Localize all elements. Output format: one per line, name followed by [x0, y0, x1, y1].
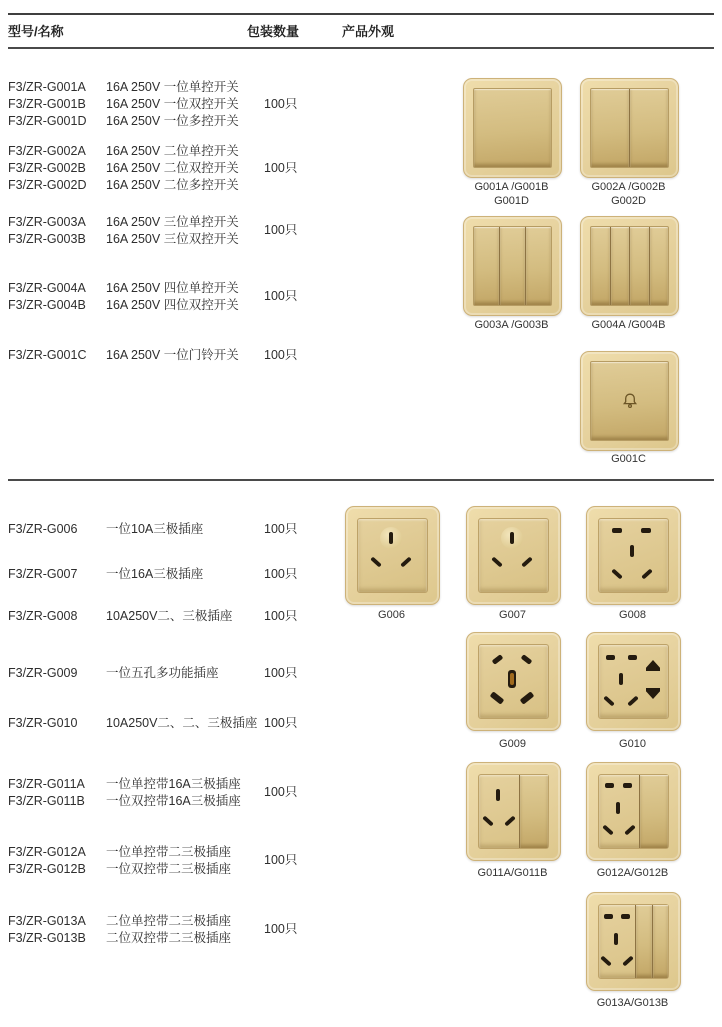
rocker	[636, 905, 652, 978]
caption-line: G009	[499, 738, 526, 750]
model-code: F3/ZR-G010	[8, 716, 78, 730]
multi-slot-icon	[492, 654, 504, 665]
live-slot-icon	[602, 824, 614, 835]
rocker	[474, 89, 551, 167]
model-desc: 一位单控带16A三极插座	[106, 777, 241, 791]
caption-line: G001C	[611, 453, 646, 465]
pack-qty: 100只	[264, 97, 298, 111]
switch-face	[473, 88, 552, 168]
model-desc: 一位五孔多功能插座	[106, 666, 219, 680]
caption-line: G010	[619, 738, 646, 750]
model-desc: 16A 250V 一位多控开关	[106, 114, 239, 128]
model-code: F3/ZR-G001B	[8, 97, 86, 111]
rocker	[640, 775, 668, 848]
photo-caption	[456, 608, 569, 622]
top-rule-divider	[8, 13, 714, 15]
flat-slot-icon	[621, 914, 630, 919]
neutral-slot-icon	[627, 695, 639, 706]
product-photo-g002	[580, 78, 679, 178]
live-slot-icon	[600, 955, 612, 966]
pack-qty: 100只	[264, 567, 298, 581]
model-desc: 16A 250V 四位单控开关	[106, 281, 239, 295]
switch-strip	[635, 905, 668, 978]
model-desc: 16A 250V 二位单控开关	[106, 144, 239, 158]
rocker	[520, 775, 548, 848]
shuttered-hole-icon	[646, 688, 660, 699]
neutral-slot-icon	[624, 824, 636, 835]
switch-face	[590, 88, 669, 168]
pack-qty: 100只	[264, 161, 298, 175]
model-desc: 16A 250V 二位双控开关	[106, 161, 239, 175]
product-photo-g004	[580, 216, 679, 316]
model-code: F3/ZR-G012B	[8, 862, 86, 876]
shuttered-hole-icon	[646, 660, 660, 671]
bell-icon	[620, 391, 640, 411]
pack-qty: 100只	[264, 785, 298, 799]
photo-caption	[570, 452, 687, 466]
model-desc: 二位单控带二三极插座	[106, 914, 232, 928]
neutral-slot-icon	[400, 556, 412, 567]
model-code: F3/ZR-G013B	[8, 931, 86, 945]
caption-line: G001D	[494, 195, 529, 207]
model-code: F3/ZR-G007	[8, 567, 78, 581]
rocker	[591, 227, 610, 305]
caption-line: G006	[378, 609, 405, 621]
column-header-model: 型号/名称	[8, 24, 64, 39]
live-slot-icon	[491, 556, 503, 567]
pack-qty: 100只	[264, 666, 298, 680]
header-rule-divider	[8, 47, 714, 49]
photo-caption	[335, 608, 448, 622]
caption-line: G008	[619, 609, 646, 621]
model-code: F3/ZR-G013A	[8, 914, 86, 928]
model-desc: 一位10A三极插座	[106, 522, 204, 536]
pack-qty: 100只	[264, 853, 298, 867]
model-desc: 16A 250V 三位双控开关	[106, 232, 239, 246]
photo-caption	[576, 737, 689, 751]
neutral-slot-icon	[521, 556, 533, 567]
pack-qty: 100只	[264, 223, 298, 237]
rocker	[591, 89, 629, 167]
photo-caption	[453, 180, 570, 208]
model-desc: 16A 250V 三位单控开关	[106, 215, 239, 229]
model-desc: 16A 250V 四位双控开关	[106, 298, 239, 312]
switch-face	[473, 226, 552, 306]
pack-qty: 100只	[264, 348, 298, 362]
column-header-qty: 包装数量	[247, 24, 300, 39]
socket-face	[598, 518, 669, 593]
section-rule-divider	[8, 479, 714, 481]
earth-slot-icon	[389, 532, 393, 544]
model-code: F3/ZR-G001A	[8, 80, 86, 94]
model-code: F3/ZR-G004B	[8, 298, 86, 312]
caption-line: G001A /G001B	[474, 181, 549, 193]
switch-strip	[639, 775, 668, 848]
switch-face	[590, 361, 669, 441]
model-code: F3/ZR-G008	[8, 609, 78, 623]
earth-slot-icon	[619, 673, 623, 685]
earth-slot-icon	[630, 545, 634, 557]
model-code: F3/ZR-G012A	[8, 845, 86, 859]
socket-switch-face	[478, 774, 549, 849]
model-code: F3/ZR-G011A	[8, 777, 85, 791]
socket-face	[357, 518, 428, 593]
switch-strip	[519, 775, 548, 848]
photo-caption	[453, 318, 570, 332]
product-photo-g011	[466, 762, 561, 861]
earth-slot-icon	[614, 933, 618, 945]
live-slot-icon	[370, 556, 382, 567]
model-code: F3/ZR-G004A	[8, 281, 86, 295]
flat-slot-icon	[612, 528, 622, 533]
product-photo-g003	[463, 216, 562, 316]
model-code: F3/ZR-G009	[8, 666, 78, 680]
rocker	[611, 227, 630, 305]
model-desc: 16A 250V 一位门铃开关	[106, 348, 239, 362]
flat-slot-icon	[623, 783, 632, 788]
product-photo-g008	[586, 506, 681, 605]
model-code: F3/ZR-G003B	[8, 232, 86, 246]
model-desc: 10A250V二、二、三极插座	[106, 716, 258, 730]
rocker	[500, 227, 525, 305]
model-desc: 10A250V二、三极插座	[106, 609, 233, 623]
photo-caption	[570, 180, 687, 208]
rocker	[630, 89, 668, 167]
product-photo-g013	[586, 892, 681, 991]
flat-slot-icon	[641, 528, 651, 533]
model-desc: 16A 250V 一位单控开关	[106, 80, 239, 94]
product-photo-g012	[586, 762, 681, 861]
socket-face	[478, 518, 549, 593]
photo-caption	[456, 866, 569, 880]
live-slot-icon	[611, 568, 623, 579]
pack-qty: 100只	[264, 922, 298, 936]
caption-line: G007	[499, 609, 526, 621]
model-code: F3/ZR-G001C	[8, 348, 87, 362]
caption-line: G013A/G013B	[596, 997, 669, 1009]
photo-caption	[570, 318, 687, 332]
caption-line: G002A /G002B	[591, 181, 666, 193]
model-desc: 二位双控带二三极插座	[106, 931, 232, 945]
multi-slot-icon	[490, 691, 505, 704]
multi-slot-icon	[521, 654, 533, 665]
product-photo-g006	[345, 506, 440, 605]
model-code: F3/ZR-G002A	[8, 144, 86, 158]
model-desc: 16A 250V 一位双控开关	[106, 97, 239, 111]
caption-line: G011A/G011B	[477, 867, 548, 879]
caption-line: G004A /G004B	[591, 319, 666, 331]
rocker	[526, 227, 551, 305]
multi-center-slot-icon	[508, 670, 516, 688]
caption-line: G003A /G003B	[474, 319, 549, 331]
model-desc: 一位16A三极插座	[106, 567, 204, 581]
photo-caption	[456, 737, 569, 751]
earth-slot-icon	[510, 532, 514, 544]
model-code: F3/ZR-G002D	[8, 178, 87, 192]
photo-caption	[576, 866, 689, 880]
product-photo-g001c	[580, 351, 679, 451]
rocker	[653, 905, 669, 978]
pack-qty: 100只	[264, 609, 298, 623]
model-code: F3/ZR-G001D	[8, 114, 87, 128]
model-desc: 16A 250V 二位多控开关	[106, 178, 239, 192]
model-desc: 一位双控带16A三极插座	[106, 794, 241, 808]
earth-slot-icon	[616, 802, 620, 814]
socket-switch-face	[598, 904, 669, 979]
photo-caption	[576, 608, 689, 622]
model-desc: 一位单控带二三极插座	[106, 845, 232, 859]
product-photo-g010	[586, 632, 681, 731]
rocker	[650, 227, 669, 305]
product-photo-g009	[466, 632, 561, 731]
neutral-slot-icon	[504, 815, 516, 826]
product-photo-g001	[463, 78, 562, 178]
socket-face	[478, 644, 549, 719]
rocker	[474, 227, 499, 305]
model-code: F3/ZR-G002B	[8, 161, 86, 175]
flat-slot-icon	[628, 655, 637, 660]
caption-line: G012A/G012B	[596, 867, 669, 879]
socket-face	[598, 644, 669, 719]
neutral-slot-icon	[641, 568, 653, 579]
pack-qty: 100只	[264, 522, 298, 536]
column-header-appearance: 产品外观	[342, 24, 395, 39]
rocker	[591, 362, 668, 440]
live-slot-icon	[482, 815, 494, 826]
model-code: F3/ZR-G011B	[8, 794, 85, 808]
rocker	[630, 227, 649, 305]
pack-qty: 100只	[264, 716, 298, 730]
flat-slot-icon	[605, 783, 614, 788]
socket-switch-face	[598, 774, 669, 849]
neutral-slot-icon	[622, 955, 634, 966]
model-code: F3/ZR-G006	[8, 522, 78, 536]
model-code: F3/ZR-G003A	[8, 215, 86, 229]
flat-slot-icon	[606, 655, 615, 660]
earth-slot-icon	[496, 789, 500, 801]
model-desc: 一位双控带二三极插座	[106, 862, 232, 876]
photo-caption	[576, 996, 689, 1010]
live-slot-icon	[603, 695, 615, 706]
flat-slot-icon	[604, 914, 613, 919]
multi-slot-icon	[520, 691, 535, 704]
switch-face	[590, 226, 669, 306]
caption-line: G002D	[611, 195, 646, 207]
pack-qty: 100只	[264, 289, 298, 303]
product-photo-g007	[466, 506, 561, 605]
